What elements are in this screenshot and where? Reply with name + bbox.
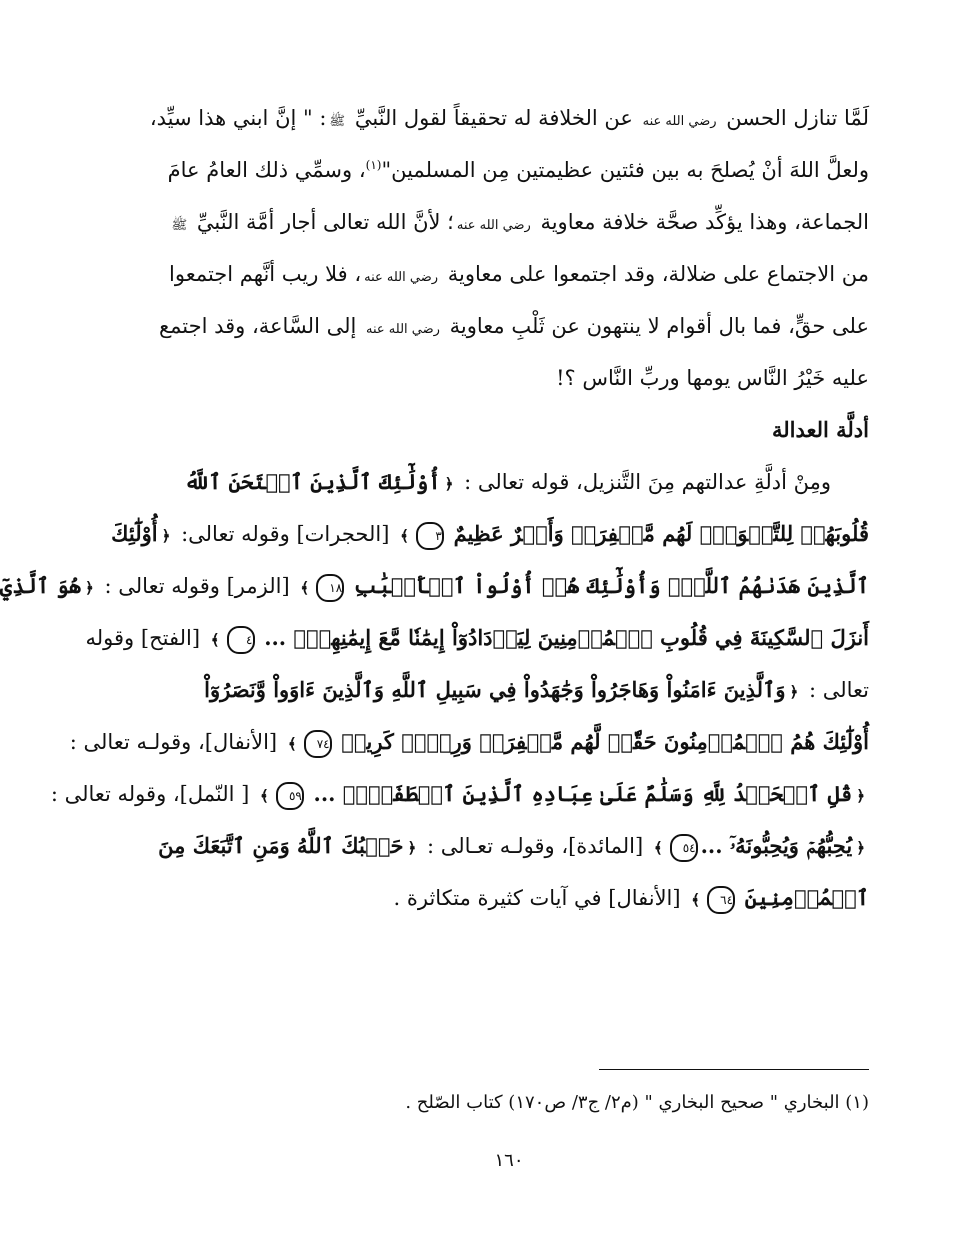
text-line: [111, 508, 869, 560]
ayah-number-icon: ٥٤: [670, 834, 698, 862]
section-heading: أدلَّة العدالة: [771, 417, 869, 442]
ayah-number-icon: ٦٤: [707, 886, 735, 914]
quran-verse: هُوَ ٱلَّذِيٓ: [0, 573, 82, 598]
text-line: [0, 560, 869, 612]
quran-close-ornament-icon: ﴾: [287, 735, 297, 753]
text-span: لَمَّا تنازل الحسن: [726, 106, 869, 130]
text-line: [158, 300, 869, 352]
text-span: عن الخلافة له تحقيقاً لقول النَّبيِّ: [354, 106, 633, 130]
quran-close-ornament-icon: ﴾: [210, 631, 220, 649]
text-span: ولعلَّ اللهَ أنْ يُصلحَ به بين فئتين عظيمتين مِن المسلمين": [381, 158, 869, 182]
quran-verse: حَسۡبُكَ ٱللَّهُ وَمَنِ ٱتَّبَعَكَ مِنَ: [158, 833, 404, 858]
text-line: [158, 820, 869, 872]
text-span: ، وسمِّي ذلك العامُ عامَ: [167, 158, 366, 182]
footnote: (١) البخاري " صحيح البخاري " (م٢/ ج٣/ ص١٧٠) كتاب الصّلح .: [405, 1092, 869, 1113]
sura-reference: [المائدة]: [568, 834, 644, 858]
salla-allahu-honorific-icon: ﷺ: [329, 114, 346, 129]
footnote-divider: [599, 1069, 869, 1070]
quran-open-ornament-icon: ﴿: [856, 787, 865, 805]
text-line: [169, 248, 869, 300]
text-span: في آيات كثيرة متكاثرة .: [393, 886, 602, 910]
quran-close-ornament-icon: ﴾: [653, 839, 663, 857]
ayah-number-icon: ١٨: [316, 574, 344, 602]
quran-verse: يُحِبُّهُمۡ وَيُحِبُّونَهُۥٓ ...: [700, 833, 853, 858]
text-line: [177, 352, 869, 404]
text-line: [85, 612, 869, 664]
quran-verse: أَنزَلَ ٱلسَّكِينَةَ فِي قُلُوبِ ٱلۡمُؤۡمِنِينَ لِيَزۡدَادُوٓاْ إِيمَٰنٗا مَّعَ إِيمَٰنِهِمۡۗ ...: [264, 625, 869, 650]
sura-reference: [الأنفال]،: [198, 730, 278, 754]
text-line: [171, 196, 869, 248]
radiya-anhu-honorific-icon: رضي الله عنه: [366, 322, 440, 337]
ayah-number-icon: ٣: [416, 522, 444, 550]
ayah-number-icon: ٤: [227, 626, 255, 654]
quran-close-ornament-icon: ﴾: [400, 527, 409, 545]
quran-open-ornament-icon: ﴿: [85, 579, 94, 597]
text-line: [177, 872, 869, 924]
quran-verse: ٱلَّذِينَ هَدَىٰهُمُ ٱللَّهُۖ وَأُوْلَٰٓئِكَ هُمۡ أُوْلُواْ ٱلۡأَلۡبَٰبِ: [353, 573, 869, 598]
footnote-ref[interactable]: (١): [365, 158, 382, 172]
text-span: ومِنْ أدلَّةِ عدالتهم مِنَ التَّنزيل، قوله تعالى :: [464, 470, 831, 494]
text-line: [177, 664, 869, 716]
quran-verse: أُوْلَٰٓئِكَ: [111, 521, 158, 546]
text-span: : " إنَّ ابني هذا سيِّد،: [149, 106, 327, 130]
quran-open-ornament-icon: ﴿: [856, 839, 865, 857]
text-span: وقوله: [85, 626, 135, 650]
quran-verse: وَٱلَّذِينَ ءَامَنُواْ وَهَاجَرُواْ وَجَٰهَدُواْ فِي سَبِيلِ ٱللَّهِ وَٱلَّذِينَ ءَاوَواْ وَّنَصَرُوٓاْ: [204, 677, 786, 702]
radiya-anhu-honorific-icon: رضي الله عنه: [364, 270, 439, 285]
text-line: [177, 456, 869, 508]
quran-verse: قُلِ ٱلۡحَمۡدُ لِلَّهِ وَسَلَٰمٌ عَلَىٰ عِبَادِهِ ٱلَّذِينَ ٱصۡطَفَىٰٓۗ ...: [313, 781, 853, 806]
text-line: [50, 768, 869, 820]
text-span: من الاجتماع على ضلالة، وقد اجتمعوا على معاوية: [447, 262, 869, 286]
text-span: وقولـه تعالى :: [69, 730, 192, 754]
quran-verse: أُوْلَٰٓئِكَ ٱلَّذِينَ ٱمۡتَحَنَ ٱللَّهُ: [184, 469, 441, 494]
salla-allahu-honorific-icon: ﷺ: [171, 218, 188, 233]
text-span: وقوله تعالى :: [50, 782, 167, 806]
quran-verse: قُلُوبَهُمۡ لِلتَّقۡوَىٰۚ لَهُم مَّغۡفِرَةٞ وَأَجۡرٌ عَظِيمٌ: [453, 521, 869, 546]
sura-reference: [الأنفال]: [608, 886, 681, 910]
text-span: ، وقولـه تعـالى :: [426, 834, 569, 858]
sura-reference: [الفتح]: [140, 626, 201, 650]
text-span: ؛ لأنَّ الله تعالى أجار أمَّة النَّبيِّ: [196, 210, 454, 234]
radiya-anhu-honorific-icon: رضي الله عنه: [456, 218, 531, 233]
text-span: عليه خَيْرُ النَّاس يومها وربِّ النَّاس ؟!: [556, 366, 869, 390]
main-text: [0, 92, 869, 924]
radiya-anhu-honorific-icon: رضي الله عنه: [642, 114, 717, 129]
quran-close-ornament-icon: ﴾: [260, 787, 269, 805]
text-span: الجماعة، وهذا يؤكِّد صحَّة خلافة معاوية: [540, 210, 869, 234]
ayah-number-icon: ٧٤: [304, 730, 332, 758]
quran-open-ornament-icon: ﴿: [161, 527, 171, 545]
quran-open-ornament-icon: ﴿: [444, 475, 454, 493]
text-span: إلى السَّاعة، وقد اجتمع: [158, 314, 357, 338]
text-span: على حقٍّ، فما بال أقوام لا ينتهون عن ثَلْبِ معاوية: [449, 314, 869, 338]
sura-reference: [الزمر]: [226, 574, 290, 598]
quran-open-ornament-icon: ﴿: [407, 839, 417, 857]
quran-open-ornament-icon: ﴿: [789, 683, 799, 701]
text-span: وقوله تعالى :: [104, 574, 220, 598]
quran-verse: ٱلۡمُؤۡمِنِينَ: [744, 885, 869, 910]
quran-close-ornament-icon: ﴾: [300, 579, 310, 597]
sura-reference: [الحجرات]: [296, 522, 390, 546]
text-line: [149, 92, 869, 144]
text-span: تعالى :: [808, 678, 869, 702]
text-line: [69, 716, 869, 768]
text-line: [167, 144, 869, 196]
sura-reference: [ النّمل]،: [172, 782, 250, 806]
text-span: وقوله تعالى:: [181, 522, 290, 546]
text-span: ، فلا ريب أنَّهم اجتمعوا: [169, 262, 362, 286]
ayah-number-icon: ٥٩: [276, 782, 304, 810]
quran-close-ornament-icon: ﴾: [691, 891, 701, 909]
page-number: ١٦٠: [494, 1150, 524, 1171]
quran-verse: أُوْلَٰٓئِكَ هُمُ ٱلۡمُؤۡمِنُونَ حَقّٗاۚ لَّهُم مَّغۡفِرَةٞ وَرِزۡقٞ كَرِيمٞ: [341, 729, 869, 754]
